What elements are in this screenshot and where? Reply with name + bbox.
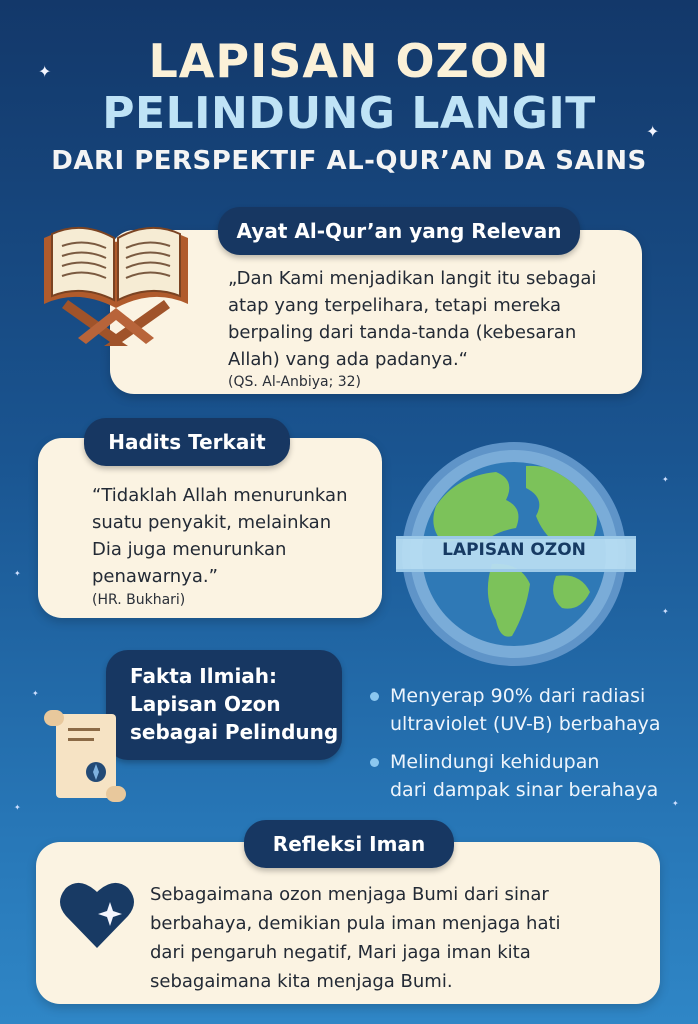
sparkle-star-icon: ✦ (672, 799, 679, 808)
bullet-line: Menyerap 90% dari radiasi (390, 685, 646, 707)
quran-heading: Ayat Al-Qur’an yang Relevan (218, 207, 580, 255)
reflection-heading: Refleksi Iman (244, 820, 454, 868)
title-line-1: LAPISAN OZON (148, 34, 550, 88)
sparkle-star-icon: ✦ (38, 62, 52, 81)
hadith-heading: Hadits Terkait (84, 418, 290, 466)
sparkle-star-icon: ✦ (646, 122, 660, 141)
quran-quote-line: berpaling dari tanda-tanda (kebesaran (228, 322, 577, 343)
science-bullet-2 (390, 748, 690, 804)
sparkle-star-icon: ✦ (662, 607, 669, 616)
title-line-2: PELINDUNG LANGIT (102, 88, 596, 139)
title-line-3: DARI PERSPEKTIF AL-QUR’AN DA SAINS (51, 146, 647, 176)
quran-quote-line: Allah) vang ada padanya.“ (228, 349, 468, 370)
hadith-quote (92, 482, 377, 590)
reflection-line: Sebagaimana ozon menjaga Bumi dari sinar (150, 884, 549, 905)
bullet-line: dari dampak sinar berahaya (390, 779, 659, 801)
open-quran-on-stand-icon (38, 208, 194, 348)
quran-reference: (QS. Al-Anbiya; 32) (228, 374, 362, 390)
hadith-quote-line: suatu penyakit, melainkan (92, 512, 332, 533)
sparkle-star-icon: ✦ (32, 689, 39, 698)
sparkle-star-icon: ✦ (662, 475, 669, 484)
hadith-quote-line: Dia juga menurunkan (92, 539, 287, 560)
bullet-line: ultraviolet (UV-B) berbahaya (390, 713, 661, 735)
heart-with-sparkle-icon (58, 878, 136, 950)
science-heading-line: sebagai Pelindung (130, 720, 339, 744)
quran-quote (228, 265, 628, 373)
sparkle-star-icon: ✦ (14, 803, 21, 812)
quran-quote-line: atap yang terpelihara, tetapi mereka (228, 295, 562, 316)
reflection-line: dari pengaruh negatif, Mari jaga iman kita (150, 942, 531, 963)
science-bullet-1 (390, 682, 690, 738)
science-heading (106, 650, 342, 760)
science-heading-line: Lapisan Ozon (130, 692, 281, 716)
bullet-icon (370, 758, 379, 767)
science-heading-line: Fakta Ilmiah: (130, 664, 278, 688)
hadith-quote-line: penawarnya.” (92, 566, 218, 587)
sparkle-star-icon: ✦ (14, 569, 21, 578)
reflection-line: berbahaya, demikian pula iman menjaga hati (150, 913, 561, 934)
hadith-reference: (HR. Bukhari) (92, 592, 186, 608)
bullet-line: Melindungi kehidupan (390, 751, 600, 773)
quran-quote-line: „Dan Kami menjadikan langit itu sebagai (228, 268, 597, 289)
reflection-line: sebagaimana kita menjaga Bumi. (150, 971, 453, 992)
hadith-quote-line: “Tidaklah Allah menurunkan (92, 485, 348, 506)
scroll-icon (40, 706, 130, 806)
reflection-text (150, 880, 650, 996)
globe-label: LAPISAN OZON (442, 540, 586, 560)
bullet-icon (370, 692, 379, 701)
